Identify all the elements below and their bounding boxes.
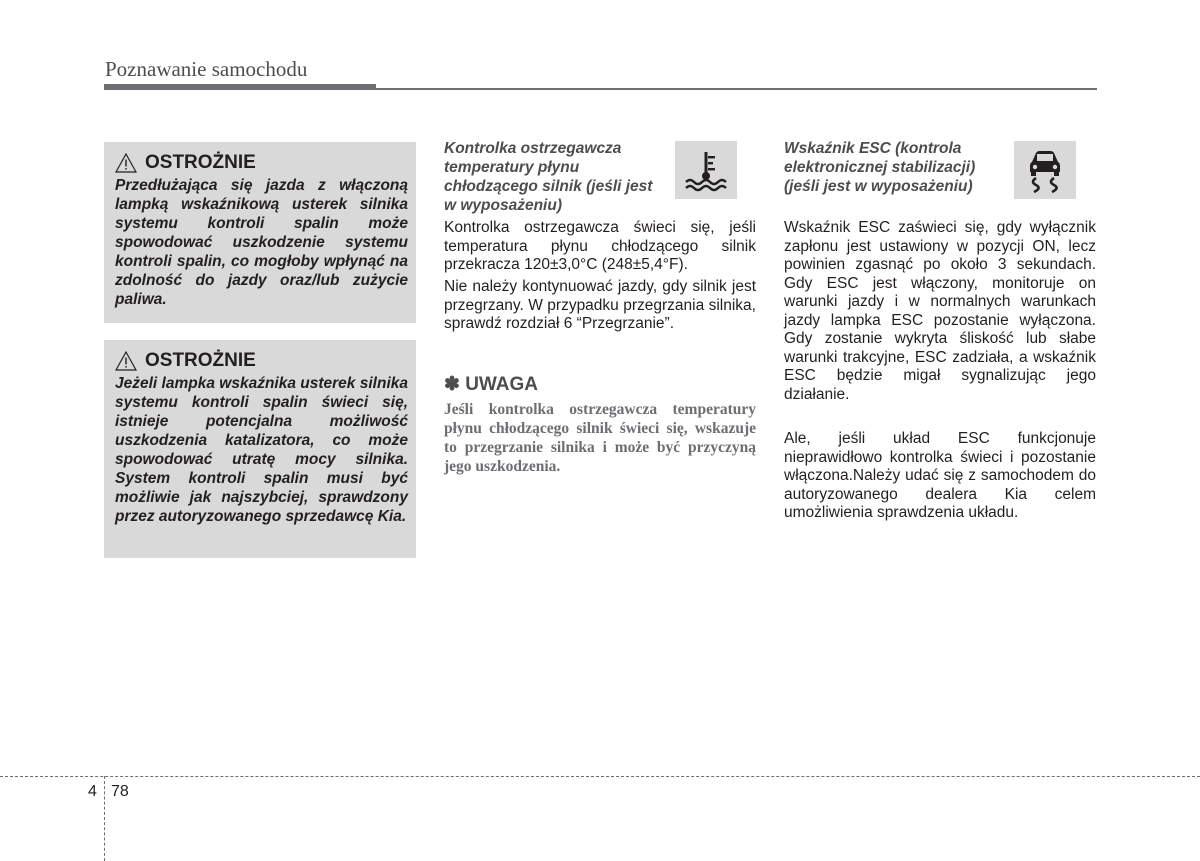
coolant-paragraph-1: Kontrolka ostrzegawcza świeci się, jeśli temperatura płynu chłodzącego silnik przekracza 120±3,0°C (248±5,4°F). bbox=[444, 219, 756, 273]
warning-triangle-icon bbox=[115, 153, 137, 173]
warning-triangle-icon bbox=[115, 351, 137, 371]
caution-text: Przedłużająca się jazda z włączoną lampką wskaźnikową usterek silnika systemu kontroli spalin może spowodować uszkodzenie systemu kontroli spalin, co mogłoby wpłynąć na zdolność do jazdy oraz/lub zużycie paliwa. bbox=[115, 177, 408, 308]
caution-box-1 bbox=[104, 142, 416, 323]
header-rule bbox=[104, 88, 1097, 90]
chapter-number: 4 bbox=[88, 783, 97, 800]
coolant-section-heading: Kontrolka ostrzegawcza temperatury płynu chłodzącego silnik (jeśli jest w wyposażeniu) bbox=[444, 140, 653, 214]
coolant-temperature-icon bbox=[683, 148, 729, 192]
footer-divider bbox=[104, 776, 105, 861]
note-text: Jeśli kontrolka ostrzegawcza temperatury płynu chłodzącego silnik świeci się, wskazuje to przegrzanie silnika i może być przyczyną jego uszkodzenia. bbox=[444, 401, 756, 475]
caution-title: OSTROŻNIE bbox=[145, 350, 256, 371]
esc-skid-icon bbox=[1022, 146, 1068, 194]
coolant-paragraph-2: Nie należy kontynuować jazdy, gdy silnik jest przegrzany. W przypadku przegrzania silnika, sprawdź rozdział 6 “Przegrzanie”. bbox=[444, 278, 756, 332]
caution-box-2 bbox=[104, 340, 416, 558]
coolant-icon-box bbox=[675, 141, 737, 199]
page-header-title: Poznawanie samochodu bbox=[105, 57, 308, 81]
note-title: ✽ UWAGA bbox=[444, 374, 539, 395]
footer-rule bbox=[0, 776, 1200, 777]
caution-text: Jeżeli lampka wskaźnika usterek silnika systemu kontroli spalin świeci się, istnieje potencjalna możliwość uszkodzenia katalizatora, co może spowodować utratę mocy silnika. System kontroli spalin musi być możliwie jak najszybciej, sprawdzony przez autoryzowanego sprzedawcę Kia. bbox=[115, 375, 408, 525]
esc-section-heading: Wskaźnik ESC (kontrola elektronicznej stabilizacji) (jeśli jest w wyposażeniu) bbox=[784, 140, 976, 195]
page-number: 78 bbox=[111, 783, 129, 800]
esc-icon-box bbox=[1014, 141, 1076, 199]
caution-title: OSTROŻNIE bbox=[145, 152, 256, 173]
esc-paragraph-2: Ale, jeśli układ ESC funkcjonuje nieprawidłowo kontrolka świeci i pozostanie włączona.Należy udać się z samochodem do autoryzowanego dealera Kia celem umożliwienia sprawdzenia układu. bbox=[784, 430, 1096, 521]
esc-paragraph-1: Wskaźnik ESC zaświeci się, gdy wyłącznik zapłonu jest ustawiony w pozycji ON, lecz powinien zgasnąć po około 3 sekundach. Gdy ESC jest włączony, monitoruje on warunki jazdy i w normalnych warunkach jazdy lampka ESC pozostanie wyłączona. Gdy zostanie wykryta śliskość lub słabe warunki trakcyjne, ESC zadziała, a wskaźnik ESC będzie migał sygnalizując jego działanie. bbox=[784, 219, 1096, 403]
